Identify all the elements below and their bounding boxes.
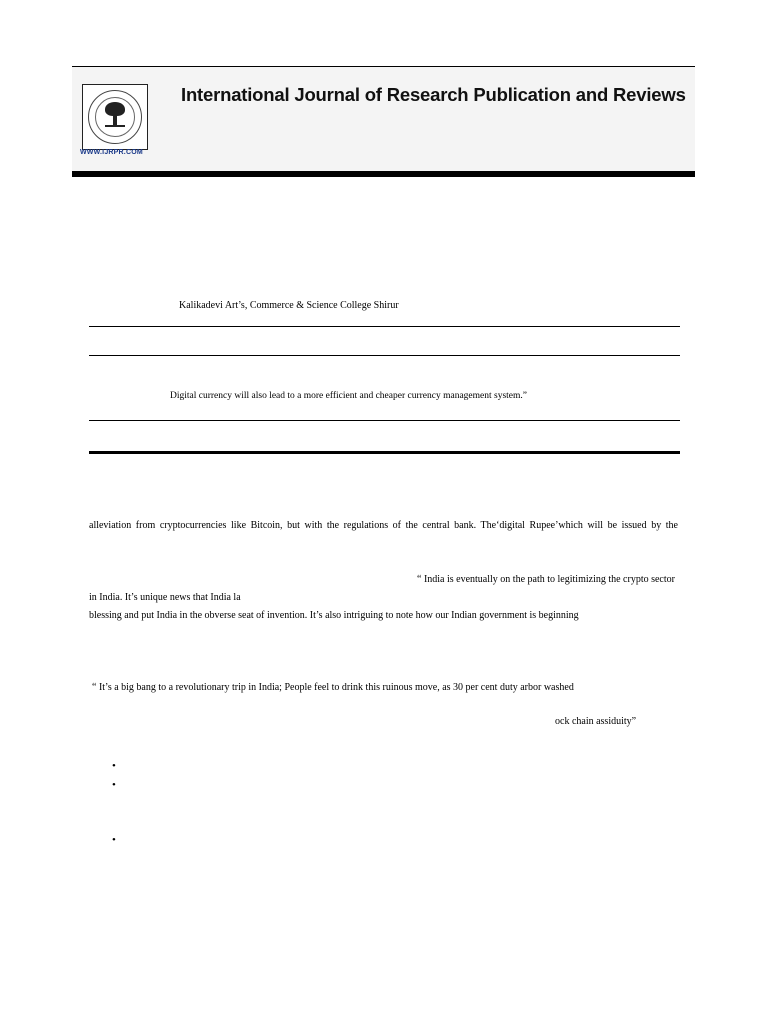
- author-affiliation: Kalikadevi Art’s, Commerce & Science College Shirur: [179, 300, 399, 311]
- tree-trunk: [113, 115, 117, 125]
- bullet-marker: •: [112, 834, 116, 846]
- divider: [89, 420, 680, 421]
- quote-line: “ It’s a big bang to a revolutionary trip in India; People feel to drink this ruinous move, as 30 per cent duty arbor washed: [92, 682, 574, 693]
- tree-base: [105, 125, 125, 127]
- divider: [89, 326, 680, 327]
- body-line: “ India is eventually on the path to legitimizing the crypto sector: [417, 574, 675, 585]
- logo-url: WWW.IJRPR.COM: [80, 149, 143, 156]
- body-line: blessing and put India in the obverse seat of invention. It’s also intriguing to note how our Indian government is beginning: [89, 610, 579, 621]
- body-line: in India. It’s unique news that India la: [89, 592, 241, 603]
- divider: [89, 355, 680, 356]
- section-rule: [89, 451, 680, 454]
- header-bottom-rule: [72, 171, 695, 177]
- body-line: alleviation from cryptocurrencies like Bitcoin, but with the regulations of the central bank. The‘digital Rupee’which will be issued by the: [89, 520, 678, 531]
- journal-logo: [82, 84, 148, 150]
- bullet-marker: •: [112, 779, 116, 791]
- bullet-marker: •: [112, 760, 116, 772]
- abstract-quote: Digital currency will also lead to a more efficient and cheaper currency management system.”: [170, 391, 527, 401]
- tree-icon: [105, 102, 125, 116]
- journal-header: [72, 67, 695, 172]
- quote-line: ock chain assiduity”: [555, 716, 637, 727]
- journal-title: International Journal of Research Publication and Reviews: [181, 84, 686, 105]
